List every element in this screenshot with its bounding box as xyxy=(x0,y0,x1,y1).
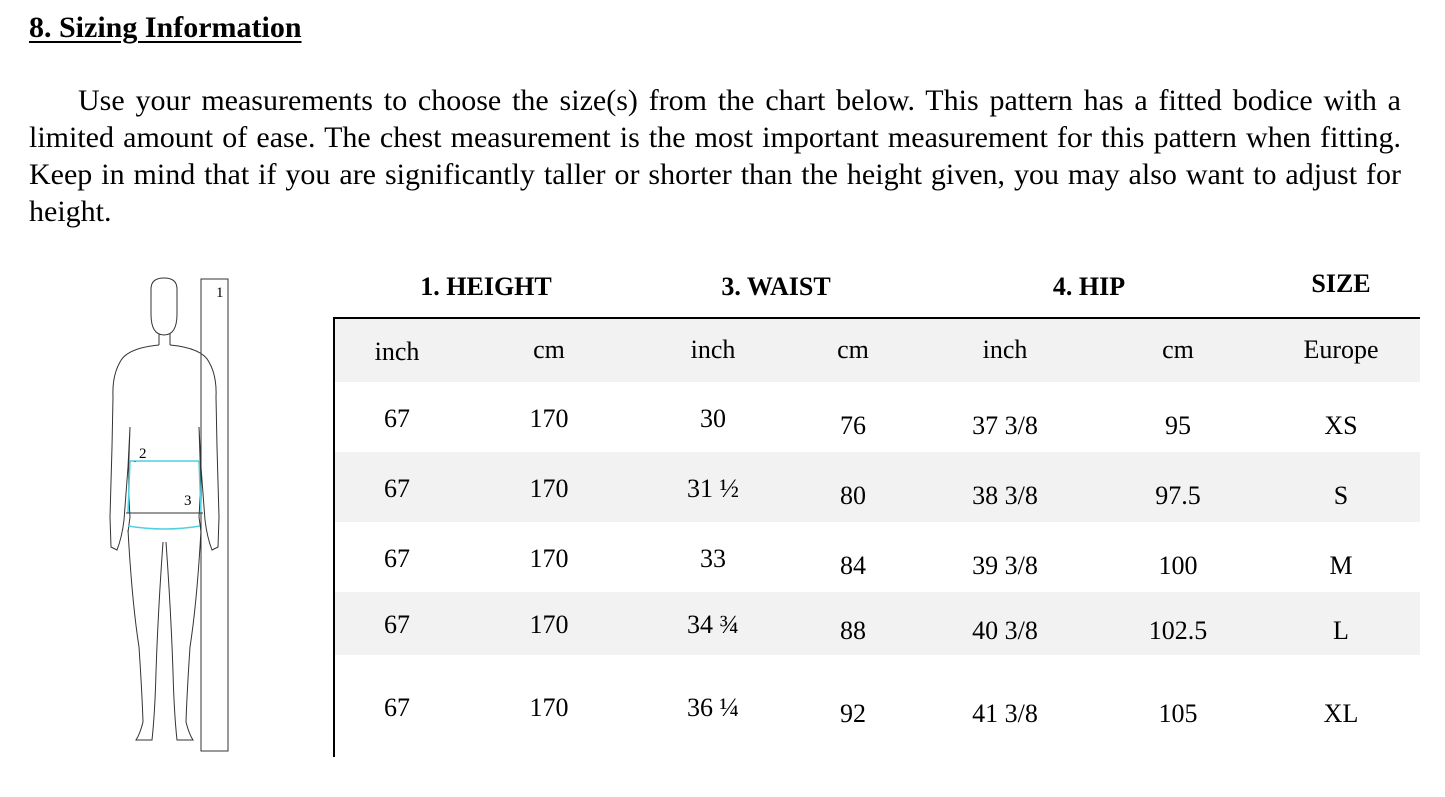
cell-height-inch: 67 xyxy=(384,610,410,639)
cell-waist-inch: 33 xyxy=(700,544,726,573)
cell-hip-cm: 97.5 xyxy=(1155,481,1201,510)
cell-hip-inch: 40 3/8 xyxy=(972,616,1038,645)
group-header-height: 1. HEIGHT xyxy=(420,272,552,301)
cell-hip-cm: 105 xyxy=(1158,699,1198,728)
table-row xyxy=(335,592,1420,655)
section-heading: 8. Sizing Information xyxy=(29,11,302,44)
subheader-hip-cm: cm xyxy=(1162,335,1194,364)
subheader-waist-cm: cm xyxy=(837,335,869,364)
cell-size-europe: S xyxy=(1333,481,1349,510)
cell-hip-inch: 39 3/8 xyxy=(972,551,1038,580)
cell-waist-cm: 92 xyxy=(840,699,866,728)
subheader-hip-inch: inch xyxy=(982,335,1028,364)
cell-waist-cm: 80 xyxy=(840,481,866,510)
cell-waist-cm: 84 xyxy=(840,551,866,580)
body-silhouette-illustration xyxy=(100,272,240,754)
table-row xyxy=(335,655,1420,755)
cell-height-cm: 170 xyxy=(529,693,569,722)
cell-waist-inch: 30 xyxy=(700,404,726,433)
cell-waist-inch: 31 ½ xyxy=(687,474,739,503)
cell-hip-cm: 95 xyxy=(1165,411,1191,440)
figure-label-3: 3 xyxy=(184,493,192,509)
cell-height-cm: 170 xyxy=(529,474,569,503)
cell-size-europe: XL xyxy=(1323,699,1359,728)
cell-waist-cm: 76 xyxy=(840,411,866,440)
cell-height-inch: 67 xyxy=(384,693,410,722)
group-header-hip: 4. HIP xyxy=(1052,272,1126,301)
table-row xyxy=(335,382,1420,452)
intro-paragraph: Use your measurements to choose the size(s) from the chart below. This pattern has a fitted bodice with a limited amount of ease. The chest measurement is the most important measurement for this pattern when fitting. Keep in mind that if you are significantly taller or shorter than the height given, you may also want to adjust for height. xyxy=(29,84,1401,228)
cell-hip-inch: 41 3/8 xyxy=(972,699,1038,728)
cell-hip-inch: 37 3/8 xyxy=(972,411,1038,440)
figure-label-2: 2 xyxy=(139,446,147,462)
subheader-size-europe: Europe xyxy=(1303,335,1379,364)
cell-height-inch: 67 xyxy=(384,474,410,503)
cell-height-inch: 67 xyxy=(384,544,410,573)
cell-height-cm: 170 xyxy=(529,544,569,573)
group-header-waist: 3. WAIST xyxy=(721,272,831,301)
subheader-height-inch: inch xyxy=(374,337,420,366)
cell-height-inch: 67 xyxy=(384,404,410,433)
body-measurement-figure xyxy=(100,272,240,754)
cell-height-cm: 170 xyxy=(529,404,569,433)
table-row xyxy=(335,452,1420,522)
cell-height-cm: 170 xyxy=(529,610,569,639)
subheader-height-cm: cm xyxy=(533,335,565,364)
table-row xyxy=(335,522,1420,592)
cell-waist-inch: 36 ¼ xyxy=(687,693,739,722)
cell-waist-cm: 88 xyxy=(840,616,866,645)
group-header-size: SIZE xyxy=(1311,269,1371,298)
subheader-waist-inch: inch xyxy=(690,335,736,364)
cell-size-europe: L xyxy=(1333,616,1349,645)
cell-waist-inch: 34 ¾ xyxy=(687,610,739,639)
figure-label-1: 1 xyxy=(216,285,224,301)
cell-size-europe: M xyxy=(1329,551,1353,580)
cell-size-europe: XS xyxy=(1324,411,1358,440)
cell-hip-inch: 38 3/8 xyxy=(972,481,1038,510)
cell-hip-cm: 100 xyxy=(1158,551,1198,580)
cell-hip-cm: 102.5 xyxy=(1148,616,1208,645)
subheader-row xyxy=(335,319,1420,382)
